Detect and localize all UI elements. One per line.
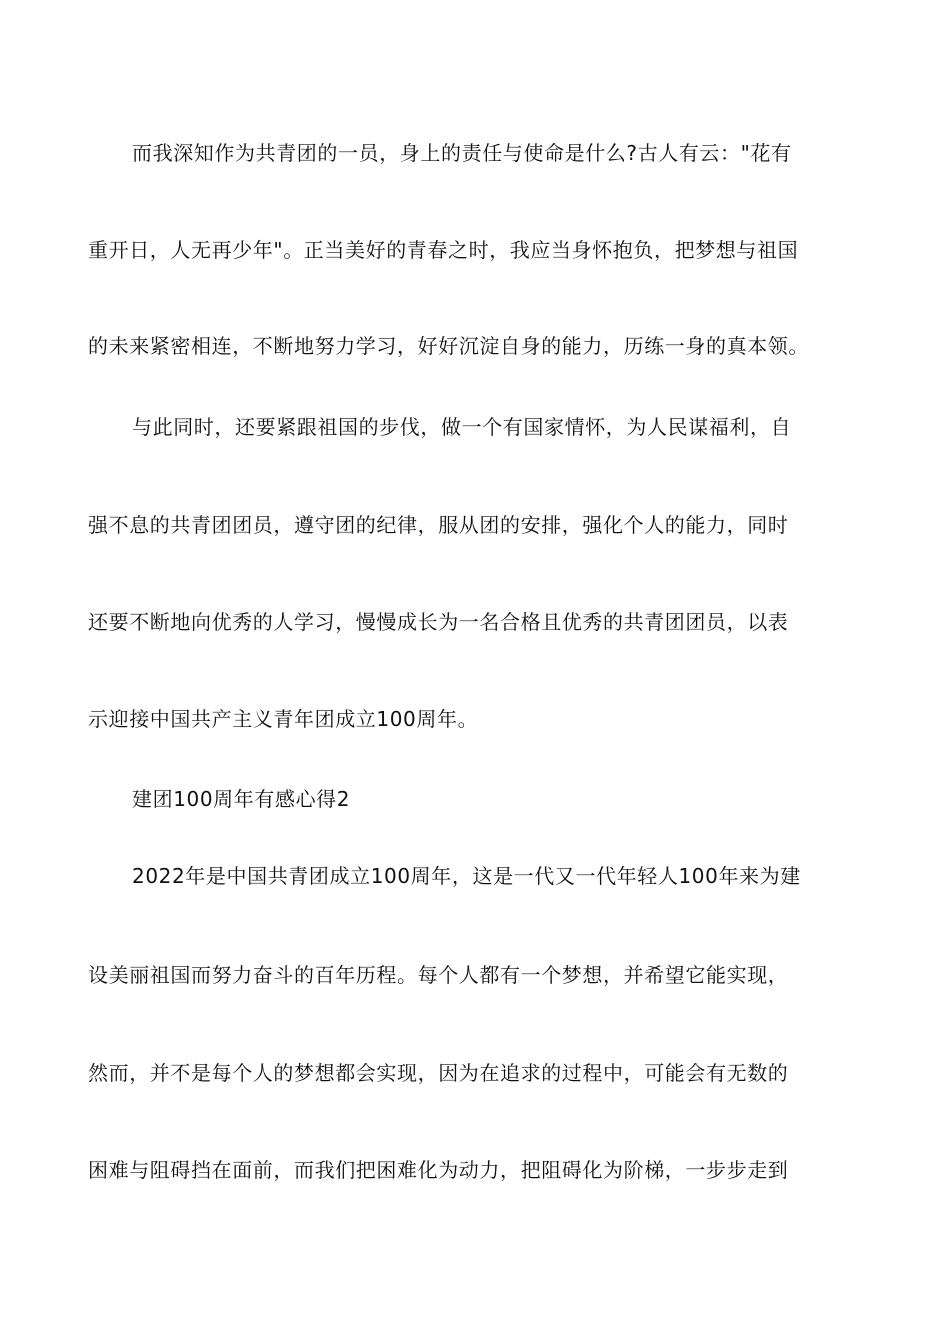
- paragraph-line-9: 设美丽祖国而努力奋斗的百年历程。每个人都有一个梦想，并希望它能实现，: [88, 963, 789, 987]
- paragraph-line-8: 2022年是中国共青团成立100周年，这是一代又一代年轻人100年来为建: [132, 864, 801, 888]
- paragraph-line-2: 重开日，人无再少年"。正当美好的青春之时，我应当身怀抱负，把梦想与祖国: [88, 238, 799, 262]
- paragraph-line-5: 强不息的共青团团员，遵守团的纪律，服从团的安排，强化个人的能力，同时: [88, 513, 789, 537]
- paragraph-line-11: 困难与阻碍挡在面前，而我们把困难化为动力，把阻碍化为阶梯，一步步走到: [88, 1158, 789, 1182]
- paragraph-line-7: 示迎接中国共产主义青年团成立100周年。: [88, 707, 479, 731]
- paragraph-line-1: 而我深知作为共青团的一员，身上的责任与使命是什么?古人有云："花有: [132, 141, 792, 165]
- paragraph-line-3: 的未来紧密相连，不断地努力学习，好好沉淀自身的能力，历练一身的真本领。: [88, 334, 809, 358]
- paragraph-line-6: 还要不断地向优秀的人学习，慢慢成长为一名合格且优秀的共青团团员，以表: [88, 610, 789, 634]
- section-heading: 建团100周年有感心得2: [132, 787, 351, 811]
- paragraph-line-4: 与此同时，还要紧跟祖国的步伐，做一个有国家情怀，为人民谋福利，自: [132, 415, 792, 439]
- paragraph-line-10: 然而，并不是每个人的梦想都会实现，因为在追求的过程中，可能会有无数的: [88, 1061, 789, 1085]
